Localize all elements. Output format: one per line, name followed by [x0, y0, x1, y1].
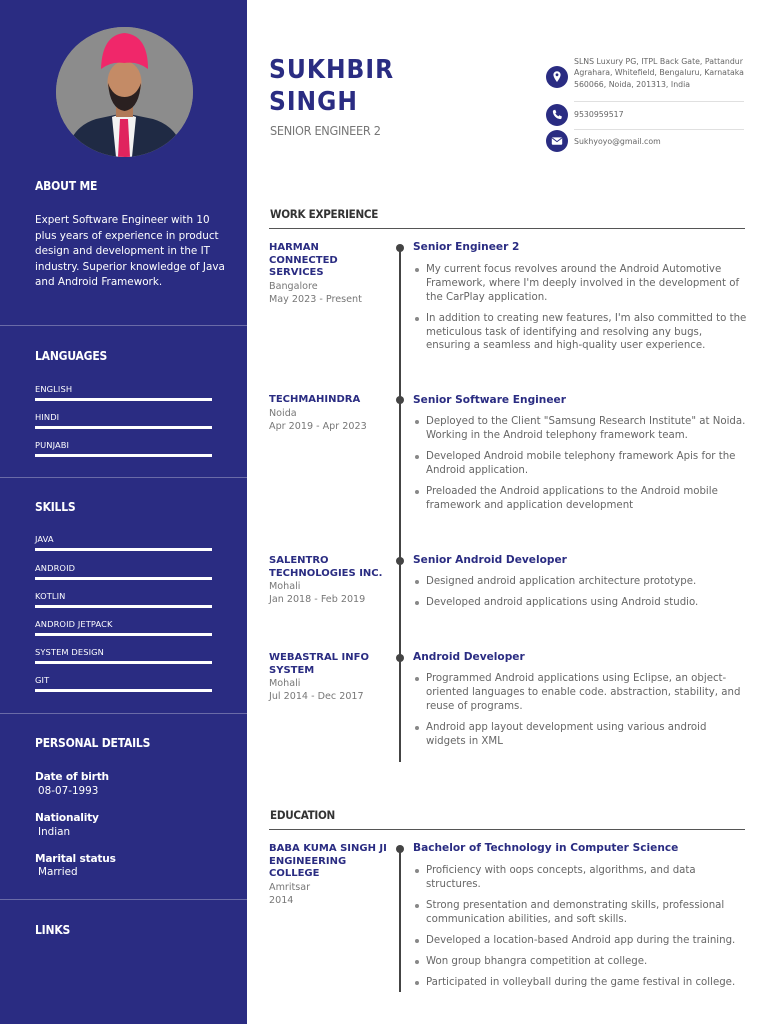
skill-item-android-jetpack: [35, 619, 212, 636]
skill-item-java: [35, 534, 212, 551]
degree-title: Bachelor of Technology in Computer Science: [413, 842, 679, 854]
bullet-item: Designed android application architecture prototype.: [413, 575, 747, 589]
school-name: BABA KUMA SINGH JI ENGINEERING COLLEGE: [269, 843, 387, 880]
job-bullets: [413, 672, 747, 756]
skill-item-android: [35, 563, 212, 580]
skill-label: GIT: [35, 675, 50, 685]
skill-item-kotlin: [35, 591, 212, 608]
dob-label: Date of birth: [35, 771, 109, 783]
job-role: SENIOR ENGINEER 2: [270, 123, 381, 138]
job-title: Senior Android Developer: [413, 554, 567, 566]
timeline-dot: [396, 654, 404, 662]
job-dates: Jul 2014 - Dec 2017: [269, 691, 364, 703]
bullet-item: Participated in volleyball during the game festival in college.: [413, 976, 747, 990]
company-location: Bangalore: [269, 280, 318, 292]
skill-level-bar: [35, 605, 212, 608]
job-bullets: [413, 415, 747, 520]
company-location: Noida: [269, 407, 297, 419]
section-rule: [269, 829, 745, 830]
company-name: SALENTRO TECHNOLOGIES INC.: [269, 555, 383, 579]
location-icon: [546, 66, 568, 88]
email-text[interactable]: Sukhyoyo@gmail.com: [574, 137, 661, 146]
skill-label: SYSTEM DESIGN: [35, 647, 104, 657]
phone-text[interactable]: 9530959517: [574, 110, 624, 119]
job-company-block: [269, 242, 389, 306]
bullet-item: Android app layout development using various android widgets in XML: [413, 721, 747, 749]
section-rule: [269, 228, 745, 229]
name-first: SUKHBIR: [269, 55, 395, 85]
timeline-dot: [396, 845, 404, 853]
language-item-punjabi: [35, 440, 212, 457]
skill-level-bar: [35, 548, 212, 551]
job-dates: May 2023 - Present: [269, 293, 362, 305]
school-location: Amritsar: [269, 881, 311, 893]
bullet-item: Preloaded the Android applications to the Android mobile framework and application development: [413, 485, 747, 513]
education-bullets: [413, 864, 747, 998]
skill-label: ANDROID: [35, 563, 76, 573]
dob-value: 08-07-1993: [38, 785, 99, 797]
sidebar-divider: [0, 899, 247, 900]
language-item-english: [35, 384, 212, 401]
job-bullets: [413, 263, 747, 361]
profile-photo: [56, 27, 193, 157]
job-title: Android Developer: [413, 651, 525, 663]
job-title: Senior Engineer 2: [413, 241, 520, 253]
skill-item-git: [35, 675, 212, 692]
work-experience-heading: WORK EXPERIENCE: [270, 207, 379, 221]
job-bullets: [413, 575, 747, 617]
bullet-item: Proficiency with oops concepts, algorithms, and data structures.: [413, 864, 747, 892]
company-name: TECHMAHINDRA: [269, 394, 361, 405]
name-last: SINGH: [269, 87, 358, 117]
school-block: [269, 843, 389, 907]
sidebar-divider: [0, 713, 247, 714]
personal-details-heading: PERSONAL DETAILS: [35, 736, 151, 750]
marital-status-label: Marital status: [35, 853, 116, 865]
bullet-item: My current focus revolves around the Android Automotive Framework, where I'm deeply involved in the development of the CarPlay application.: [413, 263, 747, 304]
language-label: PUNJABI: [35, 440, 70, 450]
sidebar-divider: [0, 477, 247, 478]
timeline-dot: [396, 396, 404, 404]
language-level-bar: [35, 426, 212, 429]
language-item-hindi: [35, 412, 212, 429]
skill-level-bar: [35, 633, 212, 636]
bullet-item: Developed Android mobile telephony framework Apis for the Android application.: [413, 450, 747, 478]
about-text: Expert Software Engineer with 10 plus years of experience in product design and development in the IT industry. Superior knowledge of Java and Android Framework.: [35, 214, 225, 289]
skill-item-system-design: [35, 647, 212, 664]
company-name: HARMAN CONNECTED SERVICES: [269, 242, 338, 279]
marital-status-value: Married: [38, 866, 78, 878]
graduation-year: 2014: [269, 894, 294, 906]
contact-divider: [574, 101, 744, 102]
nationality-value: Indian: [38, 826, 71, 838]
contact-divider: [574, 129, 744, 130]
skill-level-bar: [35, 577, 212, 580]
sidebar: [0, 0, 247, 1024]
education-timeline: [399, 846, 401, 992]
skills-heading: SKILLS: [35, 500, 76, 514]
job-company-block: [269, 394, 389, 433]
job-title: Senior Software Engineer: [413, 394, 566, 406]
bullet-item: Deployed to the Client "Samsung Research Institute" at Noida. Working in the Android telephony framework team.: [413, 415, 747, 443]
language-level-bar: [35, 454, 212, 457]
skill-label: JAVA: [35, 534, 54, 544]
company-name: WEBASTRAL INFO SYSTEM: [269, 652, 369, 676]
language-label: ENGLISH: [35, 384, 73, 394]
language-label: HINDI: [35, 412, 60, 422]
nationality-label: Nationality: [35, 812, 99, 824]
languages-heading: LANGUAGES: [35, 349, 108, 363]
timeline-dot: [396, 244, 404, 252]
education-heading: EDUCATION: [270, 808, 335, 822]
candidate-name: [269, 54, 394, 118]
phone-icon: [546, 104, 568, 126]
skill-label: KOTLIN: [35, 591, 66, 601]
email-icon: [546, 130, 568, 152]
language-level-bar: [35, 398, 212, 401]
bullet-item: Developed a location-based Android app during the training.: [413, 934, 747, 948]
address-text: SLNS Luxury PG, ITPL Back Gate, Pattandur Agrahara, Whitefield, Bengaluru, Karnataka 560066, Noida, 201313, India: [574, 57, 744, 89]
links-heading: LINKS: [35, 923, 71, 937]
bullet-item: Won group bhangra competition at college.: [413, 955, 747, 969]
bullet-item: Strong presentation and demonstrating skills, professional communication abilities, and soft skills.: [413, 899, 747, 927]
timeline-dot: [396, 557, 404, 565]
job-dates: Apr 2019 - Apr 2023: [269, 420, 367, 432]
sidebar-divider: [0, 325, 247, 326]
company-location: Mohali: [269, 678, 301, 690]
experience-timeline: [399, 246, 401, 762]
job-company-block: [269, 652, 389, 703]
bullet-item: Programmed Android applications using Eclipse, an object-oriented languages to enable code. abstraction, stability, and reuse of programs.: [413, 672, 747, 713]
skill-label: ANDROID JETPACK: [35, 619, 113, 629]
job-dates: Jan 2018 - Feb 2019: [269, 594, 366, 606]
bullet-item: In addition to creating new features, I'm also committed to the meticulous task of identifying and resolving any bugs, ensuring a seamless and high-quality user experience.: [413, 312, 747, 353]
job-company-block: [269, 555, 389, 606]
bullet-item: Developed android applications using Android studio.: [413, 596, 747, 610]
company-location: Mohali: [269, 581, 301, 593]
about-heading: ABOUT ME: [35, 179, 98, 193]
skill-level-bar: [35, 661, 212, 664]
skill-level-bar: [35, 689, 212, 692]
